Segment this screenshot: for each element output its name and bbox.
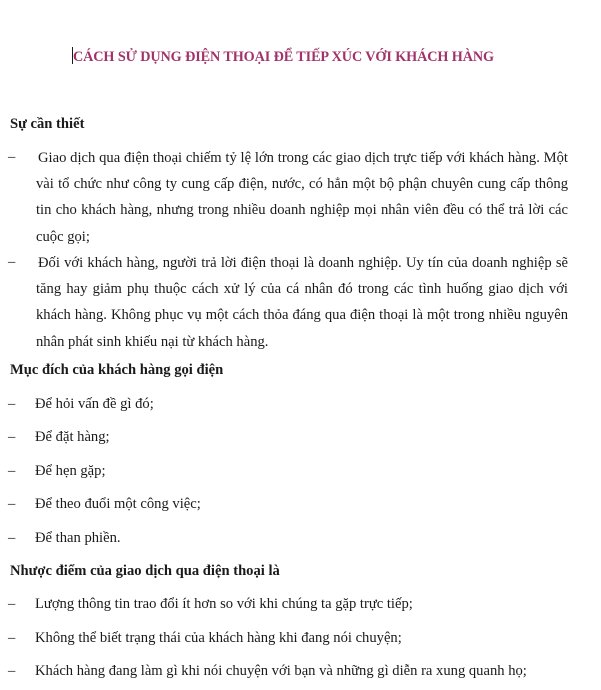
document-title-text: CÁCH SỬ DỤNG ĐIỆN THOẠI ĐỂ TIẾP XÚC VỚI KHÁCH HÀNG (73, 49, 494, 65)
bullet-dash: – (8, 149, 16, 165)
document-title (72, 47, 494, 66)
bullet-dash: – (8, 530, 16, 546)
list-item: Lượng thông tin trao đổi ít hơn so với khi chúng ta gặp trực tiếp; (35, 596, 413, 612)
list-item: Khách hàng đang làm gì khi nói chuyện với bạn và những gì diễn ra xung quanh họ; (35, 663, 527, 679)
list-item: Để than phiền. (35, 530, 121, 546)
list-item: Để theo đuổi một công việc; (35, 496, 201, 512)
paragraph-2: Đối với khách hàng, người trả lời điện thoại là doanh nghiệp. Uy tín của doanh nghiệp sẽ tăng hay giảm phụ thuộc cách xử lý của cá nhân đó trong các tình huống giao dịch với khách hàng. Không phục vụ một cách thỏa đáng qua điện thoại là một trong nhiều nguyên nhân phát sinh khiếu nại từ khách hàng. (36, 255, 568, 350)
list-item: Không thể biết trạng thái của khách hàng khi đang nói chuyện; (35, 630, 402, 646)
bullet-dash: – (8, 663, 16, 679)
section-heading-purpose: Mục đích của khách hàng gọi điện (10, 362, 224, 378)
list-item: Để đặt hàng; (35, 429, 110, 445)
section-heading-disadvantages: Nhược điểm của giao dịch qua điện thoại là (10, 563, 280, 579)
bullet-dash: – (8, 254, 16, 270)
list-item: Để hỏi vấn đề gì đó; (35, 396, 154, 412)
bullet-dash: – (8, 396, 16, 412)
paragraph-1: Giao dịch qua điện thoại chiếm tỷ lệ lớn trong các giao dịch trực tiếp với khách hàng. Một vài tổ chức như công ty cung cấp điện, nước, có hẳn một bộ phận chuyên cung cấp thông tin cho khách hàng, nhưng trong nhiều doanh nghiệp mọi nhân viên đều có thể trả lời các cuộc gọi; (36, 150, 568, 245)
bullet-dash: – (8, 496, 16, 512)
bullet-dash: – (8, 630, 16, 646)
bullet-dash: – (8, 596, 16, 612)
section-heading-necessity: Sự cần thiết (10, 116, 85, 132)
bullet-dash: – (8, 463, 16, 479)
list-item: Để hẹn gặp; (35, 463, 106, 479)
bullet-dash: – (8, 429, 16, 445)
